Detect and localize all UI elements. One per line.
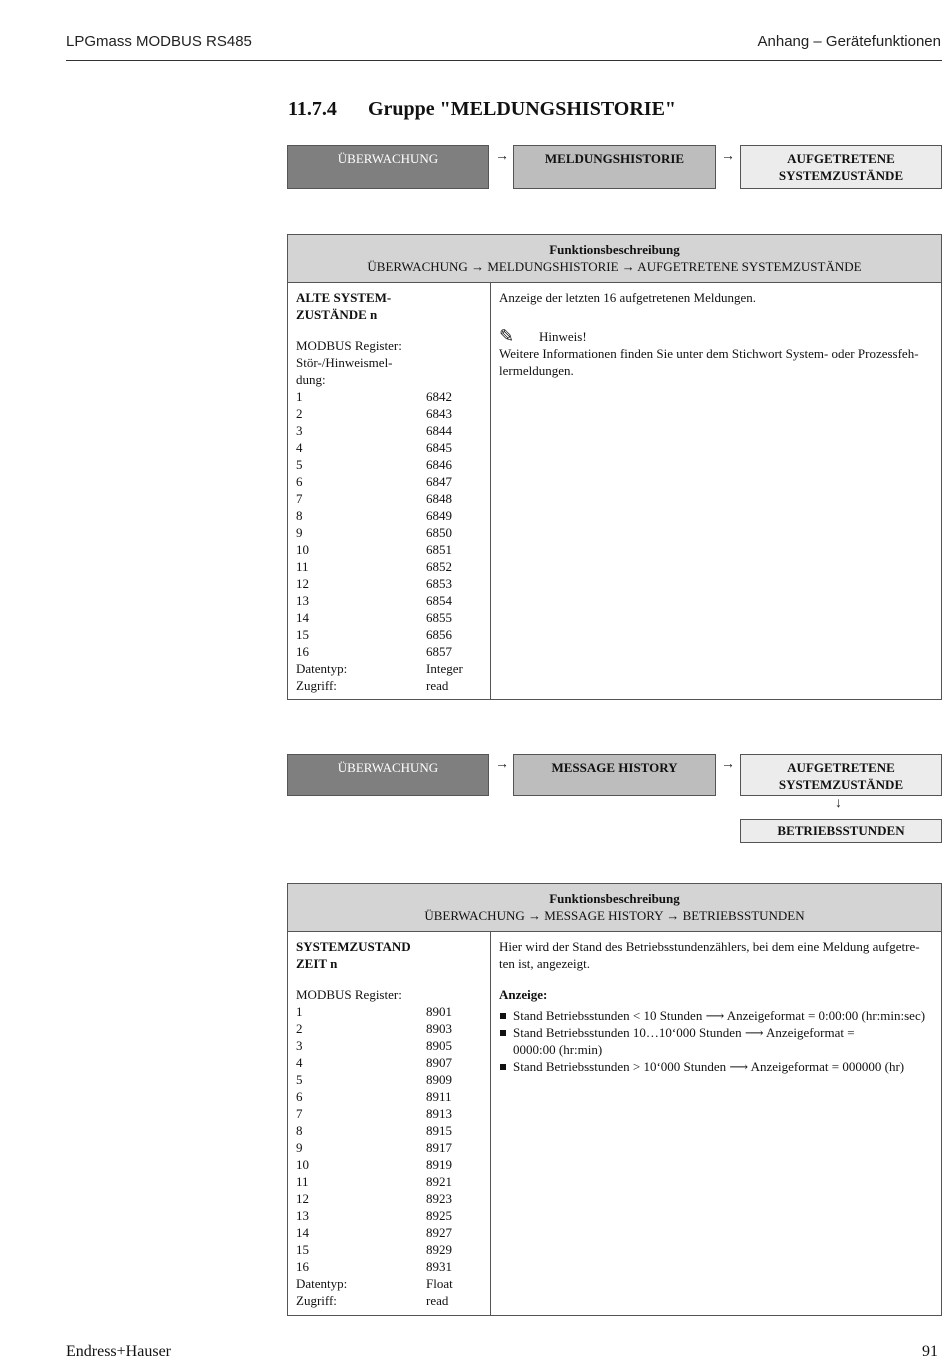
register-value: 8903	[426, 1021, 452, 1036]
register-value: 6856	[426, 627, 452, 642]
header-doc-title: LPGmass MODBUS RS485	[66, 33, 252, 50]
table1-function-name-1: ALTE SYSTEM-	[296, 290, 392, 305]
table2-function-name-1: SYSTEMZUSTAND	[296, 939, 411, 954]
table1-hint-label: Hinweis!	[539, 329, 587, 344]
table1-description: Anzeige der letzten 16 aufgetretenen Meldungen.	[499, 290, 756, 305]
register-row	[296, 1207, 482, 1224]
header-chapter: Anhang – Gerätefunktionen	[757, 33, 941, 50]
register-key: 5	[296, 457, 303, 472]
register-value: Float	[426, 1276, 453, 1291]
register-key: 12	[296, 1191, 309, 1206]
nav1-box-ueberwachung: ÜBERWACHUNG	[287, 145, 489, 189]
table1-hint-text-2: lermeldungen.	[499, 363, 574, 378]
table1-register-sub2: dung:	[296, 372, 326, 387]
register-value: 8931	[426, 1259, 452, 1274]
register-value: 6848	[426, 491, 452, 506]
table1-left-column	[288, 283, 491, 700]
register-value: 8927	[426, 1225, 452, 1240]
register-value: 8921	[426, 1174, 452, 1189]
register-row	[296, 575, 482, 592]
nav2-box-betriebsstunden: BETRIEBSSTUNDEN	[740, 819, 942, 843]
table2-register-list	[296, 1003, 482, 1309]
register-row	[296, 456, 482, 473]
register-value: 6844	[426, 423, 452, 438]
nav2-box3-line1: AUFGETRETENE	[787, 760, 895, 775]
table2-right-column	[491, 932, 941, 1081]
register-key: 14	[296, 610, 309, 625]
register-key: 9	[296, 1140, 303, 1155]
register-value: 6850	[426, 525, 452, 540]
register-row	[296, 439, 482, 456]
register-row	[296, 422, 482, 439]
nav2-down-arrow: ↓	[835, 796, 842, 811]
footer-page-number: 91	[922, 1343, 938, 1360]
table2-description-2: ten ist, angezeigt.	[499, 956, 590, 971]
nav1-box3-line1: AUFGETRETENE	[787, 151, 895, 166]
register-key: Zugriff:	[296, 678, 337, 693]
register-value: 8929	[426, 1242, 452, 1257]
table1-header-path: ÜBERWACHUNG → MELDUNGSHISTORIE → AUFGETRETENE SYSTEMZUSTÄNDE	[367, 259, 862, 274]
table1-hint-text-1: Weitere Informationen finden Sie unter dem Stichwort System- oder Prozessfeh-	[499, 346, 919, 361]
register-row	[296, 1139, 482, 1156]
register-row	[296, 592, 482, 609]
register-value: 6842	[426, 389, 452, 404]
table1-header	[288, 235, 941, 283]
register-key: 10	[296, 1157, 309, 1172]
register-value: 6855	[426, 610, 452, 625]
register-row	[296, 1258, 482, 1275]
register-key: 2	[296, 1021, 303, 1036]
table1-register-sub1: Stör-/Hinweismel-	[296, 355, 393, 370]
register-value: 8913	[426, 1106, 452, 1121]
table1-register-list	[296, 388, 482, 694]
table2-bullet-2: Stand Betriebsstunden 10…10‘000 Stunden ⟶ Anzeigeformat = 0000:00 (hr:min)	[513, 1024, 933, 1058]
register-value: read	[426, 1293, 449, 1308]
table2-anzeige-label: Anzeige:	[499, 987, 548, 1002]
nav2-box3-line2: SYSTEMZUSTÄNDE	[778, 777, 904, 792]
register-value: read	[426, 678, 449, 693]
register-row	[296, 1088, 482, 1105]
register-key: 1	[296, 389, 303, 404]
register-row	[296, 1224, 482, 1241]
register-value: 6843	[426, 406, 452, 421]
nav1-box-aufgetretene	[740, 145, 942, 189]
section-heading	[288, 98, 676, 121]
nav2-box-aufgetretene	[740, 754, 942, 796]
register-value: Integer	[426, 661, 463, 676]
footer-brand: Endress+Hauser	[66, 1343, 171, 1360]
register-value: 6853	[426, 576, 452, 591]
register-row	[296, 677, 482, 694]
register-row	[296, 660, 482, 677]
table2-bullet-1: Stand Betriebsstunden < 10 Stunden ⟶ Anzeigeformat = 0:00:00 (hr:min:sec)	[513, 1007, 933, 1024]
section-title: Gruppe "MELDUNGSHISTORIE"	[368, 98, 677, 120]
register-key: 16	[296, 1259, 309, 1274]
nav1-arrow-2: →	[721, 149, 735, 164]
register-key: 1	[296, 1004, 303, 1019]
section-number: 11.7.4	[288, 98, 337, 120]
register-row	[296, 507, 482, 524]
register-row	[296, 1071, 482, 1088]
register-row	[296, 1190, 482, 1207]
register-row	[296, 1173, 482, 1190]
register-key: Zugriff:	[296, 1293, 337, 1308]
function-table-2	[287, 883, 942, 1316]
table2-bullet-3: Stand Betriebsstunden > 10‘000 Stunden ⟶ Anzeigeformat = 000000 (hr)	[513, 1058, 933, 1075]
function-table-1	[287, 234, 942, 700]
register-value: 8923	[426, 1191, 452, 1206]
register-row	[296, 1054, 482, 1071]
register-row	[296, 388, 482, 405]
register-key: 2	[296, 406, 303, 421]
nav1-arrow-1: →	[495, 149, 509, 164]
register-row	[296, 490, 482, 507]
register-key: 11	[296, 559, 309, 574]
table2-bullet-list	[499, 1007, 933, 1075]
register-key: 13	[296, 1208, 309, 1223]
register-key: 7	[296, 1106, 303, 1121]
register-key: 8	[296, 1123, 303, 1138]
register-key: 4	[296, 440, 303, 455]
register-row	[296, 643, 482, 660]
register-row	[296, 626, 482, 643]
nav2-box-message-history: MESSAGE HISTORY	[513, 754, 716, 796]
register-key: 15	[296, 627, 309, 642]
table1-header-title: Funktionsbeschreibung	[549, 242, 680, 257]
register-key: 15	[296, 1242, 309, 1257]
register-key: Datentyp:	[296, 661, 348, 676]
nav2-arrow-2: →	[721, 757, 735, 772]
table1-register-label: MODBUS Register:	[296, 338, 402, 353]
pencil-icon: ✎	[499, 326, 515, 346]
table1-function-name-2: ZUSTÄNDE n	[296, 307, 378, 322]
register-key: 6	[296, 474, 303, 489]
register-row	[296, 1037, 482, 1054]
register-key: 16	[296, 644, 309, 659]
register-value: 8905	[426, 1038, 452, 1053]
register-value: 8919	[426, 1157, 452, 1172]
register-value: 8925	[426, 1208, 452, 1223]
table2-header-title: Funktionsbeschreibung	[549, 891, 680, 906]
register-value: 8911	[426, 1089, 452, 1104]
register-row	[296, 609, 482, 626]
register-key: 12	[296, 576, 309, 591]
register-row	[296, 1020, 482, 1037]
register-value: 6845	[426, 440, 452, 455]
register-key: Datentyp:	[296, 1276, 348, 1291]
register-row	[296, 1241, 482, 1258]
register-key: 14	[296, 1225, 309, 1240]
register-row	[296, 405, 482, 422]
register-row	[296, 1003, 482, 1020]
register-key: 9	[296, 525, 303, 540]
register-row	[296, 473, 482, 490]
register-key: 10	[296, 542, 309, 557]
table2-register-label: MODBUS Register:	[296, 987, 402, 1002]
table2-header	[288, 884, 941, 932]
register-key: 5	[296, 1072, 303, 1087]
table2-left-column	[288, 932, 491, 1316]
register-row	[296, 1292, 482, 1309]
nav1-box-meldungshistorie: MELDUNGSHISTORIE	[513, 145, 716, 189]
nav2-arrow-1: →	[495, 757, 509, 772]
register-key: 8	[296, 508, 303, 523]
register-key: 4	[296, 1055, 303, 1070]
register-value: 6847	[426, 474, 452, 489]
register-value: 8909	[426, 1072, 452, 1087]
table2-header-path: ÜBERWACHUNG → MESSAGE HISTORY → BETRIEBSSTUNDEN	[424, 908, 805, 923]
nav1-box3-line2: SYSTEMZUSTÄNDE	[778, 168, 904, 183]
table1-right-column	[491, 283, 941, 385]
table1-hint	[499, 328, 933, 345]
register-value: 8917	[426, 1140, 452, 1155]
register-key: 6	[296, 1089, 303, 1104]
table2-function-name-2: ZEIT n	[296, 956, 338, 971]
register-key: 7	[296, 491, 303, 506]
register-key: 3	[296, 423, 303, 438]
register-row	[296, 524, 482, 541]
register-row	[296, 1156, 482, 1173]
header-rule	[66, 60, 942, 61]
register-value: 6849	[426, 508, 452, 523]
register-row	[296, 1275, 482, 1292]
register-value: 8901	[426, 1004, 452, 1019]
register-row	[296, 558, 482, 575]
register-value: 8907	[426, 1055, 452, 1070]
register-value: 6852	[426, 559, 452, 574]
register-row	[296, 1122, 482, 1139]
register-row	[296, 541, 482, 558]
table2-description-1: Hier wird der Stand des Betriebsstundenzählers, bei dem eine Meldung aufgetre-	[499, 939, 920, 954]
register-value: 6857	[426, 644, 452, 659]
register-key: 13	[296, 593, 309, 608]
register-value: 6846	[426, 457, 452, 472]
register-key: 3	[296, 1038, 303, 1053]
register-value: 6851	[426, 542, 452, 557]
nav2-box-ueberwachung: ÜBERWACHUNG	[287, 754, 489, 796]
register-value: 8915	[426, 1123, 452, 1138]
register-value: 6854	[426, 593, 452, 608]
register-key: 11	[296, 1174, 309, 1189]
register-row	[296, 1105, 482, 1122]
